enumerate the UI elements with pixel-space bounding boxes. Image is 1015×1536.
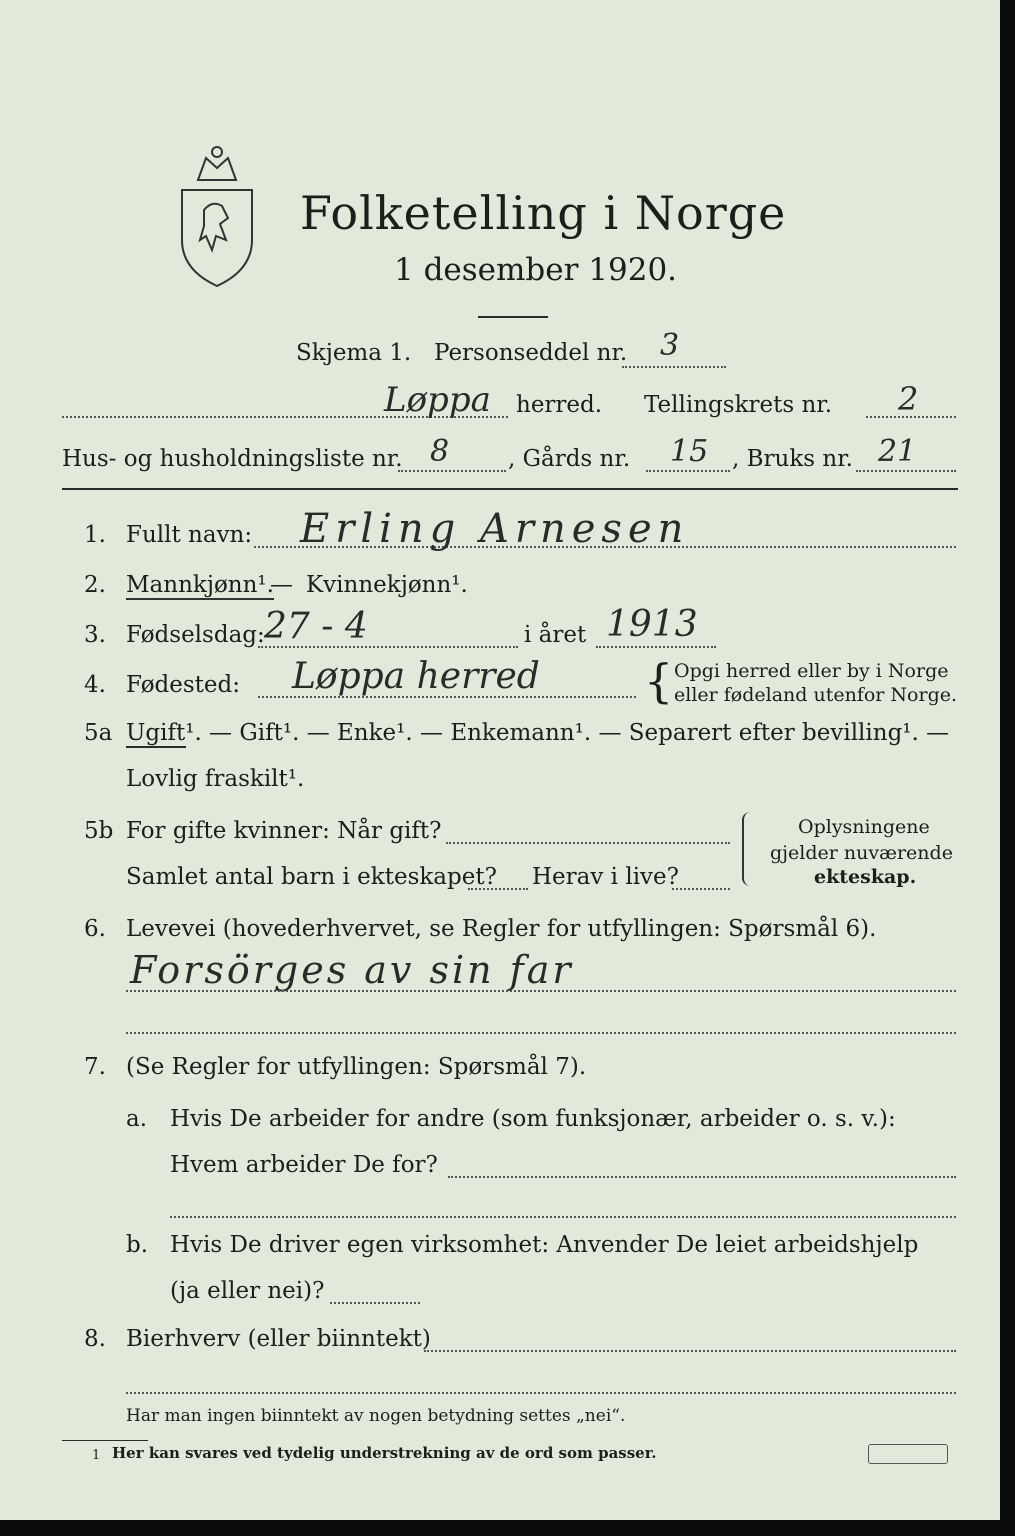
herred-label: herred. bbox=[516, 392, 603, 418]
form-title: Folketelling i Norge bbox=[300, 186, 787, 240]
q5b-note-2: gjelder nuværende bbox=[770, 842, 953, 864]
q7a-letter: a. bbox=[126, 1106, 148, 1132]
q5b-alive-line bbox=[672, 888, 730, 890]
schema-label: Skjema 1. bbox=[296, 340, 412, 366]
q8-line-2 bbox=[126, 1392, 956, 1394]
q3-label: Fødselsdag: bbox=[126, 622, 265, 648]
q5a-number: 5a bbox=[84, 720, 113, 746]
personseddel-value: 3 bbox=[660, 328, 680, 363]
household-list-label: Hus- og husholdningsliste nr. bbox=[62, 446, 403, 472]
personseddel-label: Personseddel nr. bbox=[434, 340, 628, 366]
q7a-employer-label: Hvem arbeider De for? bbox=[170, 1152, 438, 1178]
full-name-value: Erling Arnesen bbox=[300, 506, 690, 552]
title-divider bbox=[478, 316, 548, 318]
q7a-employer-line-2 bbox=[170, 1216, 956, 1218]
q7a-employer-line bbox=[448, 1176, 956, 1178]
q5a-options-cont: Lovlig fraskilt¹. bbox=[126, 766, 305, 792]
q3-number: 3. bbox=[84, 622, 106, 648]
q1-label: Fullt navn: bbox=[126, 522, 253, 548]
q7b-yes-no-line bbox=[330, 1302, 420, 1304]
household-list-line bbox=[398, 470, 506, 472]
q7-label: (Se Regler for utfyllingen: Spørsmål 7). bbox=[126, 1054, 587, 1080]
q5a-options: Ugift¹. — Gift¹. — Enke¹. — Enkemann¹. — Separert efter bevilling¹. — bbox=[126, 720, 950, 746]
q5b-married-label: For gifte kvinner: Når gift? bbox=[126, 818, 442, 844]
q8-label: Bierhverv (eller biinntekt) bbox=[126, 1326, 431, 1352]
q1-number: 1. bbox=[84, 522, 106, 548]
q7a-question: Hvis De arbeider for andre (som funksjonær, arbeider o. s. v.): bbox=[170, 1106, 896, 1132]
household-list-value: 8 bbox=[430, 434, 450, 469]
q5b-note-3: ekteskap. bbox=[814, 866, 917, 888]
q5b-note-1: Oplysningene bbox=[798, 816, 930, 838]
q5b-alive-label: Herav i live? bbox=[532, 864, 679, 890]
q5b-number: 5b bbox=[84, 818, 114, 844]
printer-stamp bbox=[868, 1444, 948, 1464]
footnote-mark: 1 bbox=[92, 1448, 101, 1463]
birth-year-value: 1913 bbox=[606, 604, 698, 645]
census-date: 1 desember 1920. bbox=[394, 252, 678, 288]
q2-female-option: Kvinnekjønn¹. bbox=[306, 572, 468, 598]
income-note: Har man ingen biinntekt av nogen betydning settes „nei“. bbox=[126, 1406, 626, 1426]
q2-male-option: Mannkjønn¹. bbox=[126, 572, 274, 598]
q8-number: 8. bbox=[84, 1326, 106, 1352]
bruks-label: , Bruks nr. bbox=[732, 446, 853, 472]
occupation-value: Forsörges av sin far bbox=[130, 948, 574, 992]
q8-line bbox=[424, 1350, 956, 1352]
footnote-text: Her kan svares ved tydelig understrekning av de ord som passer. bbox=[112, 1444, 657, 1462]
header-divider bbox=[62, 488, 958, 490]
q5b-bracket bbox=[742, 812, 754, 886]
q4-note-1: Opgi herred eller by i Norge bbox=[674, 660, 949, 682]
tellingskrets-label: Tellingskrets nr. bbox=[644, 392, 833, 418]
q5b-children-line bbox=[468, 888, 528, 890]
q5b-children-label: Samlet antal barn i ekteskapet? bbox=[126, 864, 497, 890]
q7-number: 7. bbox=[84, 1054, 106, 1080]
q6-label: Levevei (hovederhvervet, se Regler for utfyllingen: Spørsmål 6). bbox=[126, 916, 877, 942]
gards-label: , Gårds nr. bbox=[508, 446, 631, 472]
q4-brace: { bbox=[644, 654, 674, 708]
q7b-question: Hvis De driver egen virksomhet: Anvender De leiet arbeidshjelp bbox=[170, 1232, 919, 1258]
q4-label: Fødested: bbox=[126, 672, 241, 698]
q4-note-2: eller fødeland utenfor Norge. bbox=[674, 684, 958, 706]
gards-line bbox=[646, 470, 730, 472]
q4-number: 4. bbox=[84, 672, 106, 698]
gards-value: 15 bbox=[670, 434, 709, 469]
tellingskrets-value: 2 bbox=[898, 380, 919, 418]
birth-date-value: 27 - 4 bbox=[264, 606, 368, 647]
q5b-married-line bbox=[446, 842, 730, 844]
bruks-value: 21 bbox=[878, 434, 917, 469]
birthplace-value: Løppa herred bbox=[292, 656, 540, 697]
q3-year-line bbox=[596, 646, 716, 648]
q7b-letter: b. bbox=[126, 1232, 149, 1258]
q7b-yes-no-label: (ja eller nei)? bbox=[170, 1278, 325, 1304]
personseddel-line bbox=[622, 366, 726, 368]
q3-year-label: i året bbox=[524, 622, 587, 648]
q5a-ugift-underline bbox=[126, 746, 186, 748]
q2-number: 2. bbox=[84, 572, 106, 598]
footnote-divider bbox=[62, 1440, 148, 1441]
coat-of-arms-icon bbox=[176, 140, 258, 290]
q6-number: 6. bbox=[84, 916, 106, 942]
q6-line-2 bbox=[126, 1032, 956, 1034]
herred-value: Løppa bbox=[384, 380, 491, 420]
q6-line-1 bbox=[126, 990, 956, 992]
bruks-line bbox=[856, 470, 956, 472]
q2-separator: — bbox=[270, 572, 293, 598]
